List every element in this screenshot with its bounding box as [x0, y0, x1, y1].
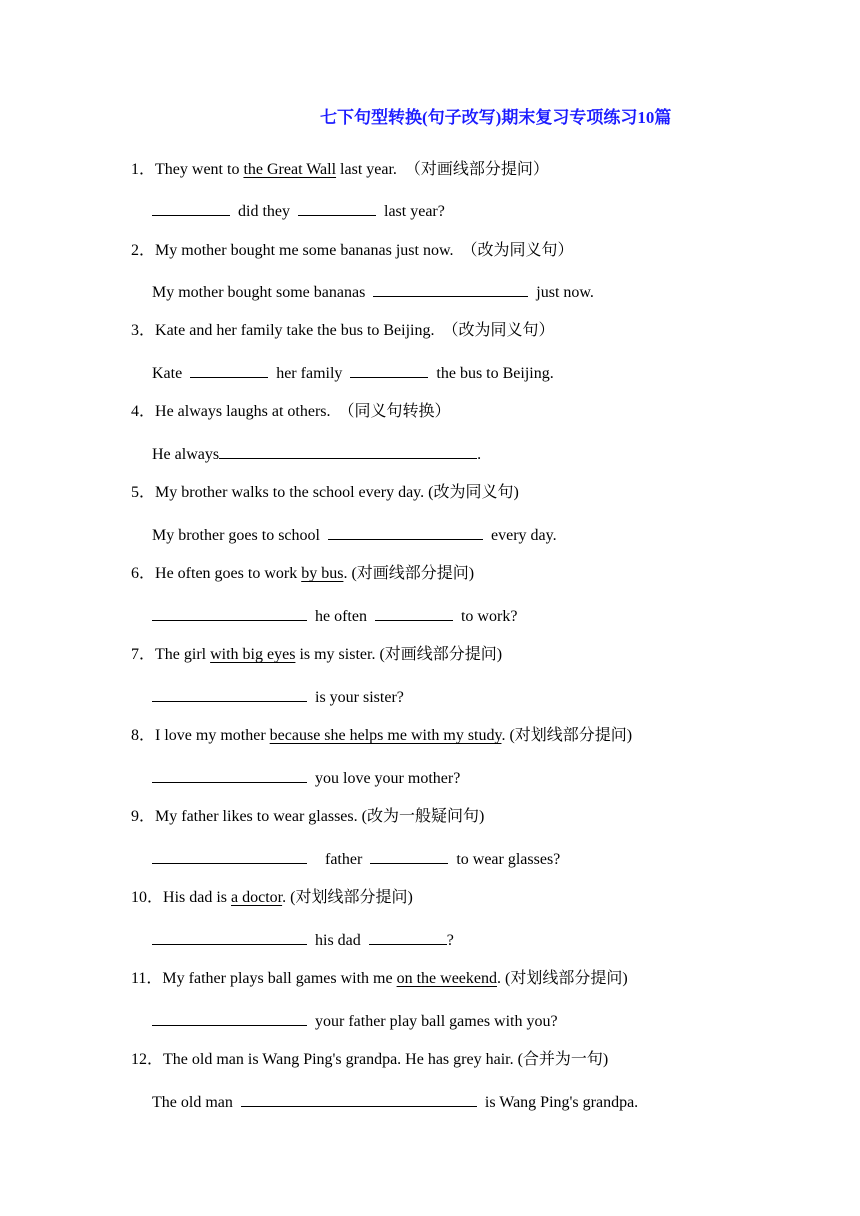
question-5: 5．My brother walks to the school every day. (改为同义句) — [131, 484, 519, 501]
answer-blank[interactable] — [350, 362, 428, 378]
answer-blank[interactable] — [373, 281, 528, 297]
underlined-phrase: because she helps me with my study — [269, 727, 502, 744]
answer-11: your father play ball games with you? — [152, 1010, 558, 1033]
answer-3: Kate her family the bus to Beijing. — [152, 362, 554, 385]
answer-blank[interactable] — [369, 929, 447, 945]
answer-8: you love your mother? — [152, 767, 460, 790]
answer-blank[interactable] — [241, 1091, 477, 1107]
answer-10: his dad ? — [152, 929, 454, 952]
question-number: 5． — [131, 484, 156, 501]
instruction-note: （同义句转换） — [338, 403, 451, 420]
instruction-note: （改为同义句） — [461, 242, 574, 259]
answer-blank[interactable] — [152, 767, 307, 783]
question-4: 4．He always laughs at others. （同义句转换） — [131, 403, 451, 420]
question-6: 6．He often goes to work by bus. (对画线部分提问) — [131, 565, 475, 582]
question-number: 4． — [131, 403, 156, 420]
instruction-note: （改为同义句） — [442, 322, 555, 339]
question-number: 3． — [131, 322, 156, 339]
instruction-note: （对画线部分提问） — [404, 161, 549, 178]
answer-12: The old man is Wang Ping's grandpa. — [152, 1091, 638, 1114]
question-9: 9．My father likes to wear glasses. (改为一般疑问句) — [131, 808, 485, 825]
question-number: 11． — [131, 970, 163, 987]
question-3: 3．Kate and her family take the bus to Beijing. （改为同义句） — [131, 322, 555, 339]
underlined-phrase: by bus — [301, 565, 344, 582]
answer-5: My brother goes to school every day. — [152, 524, 557, 547]
answer-9: father to wear glasses? — [152, 848, 560, 871]
answer-7: is your sister? — [152, 686, 404, 709]
answer-blank[interactable] — [152, 848, 307, 864]
question-number: 8． — [131, 727, 156, 744]
question-number: 6． — [131, 565, 156, 582]
answer-1: did they last year? — [152, 200, 445, 223]
question-7: 7．The girl with big eyes is my sister. (对画线部分提问) — [131, 646, 503, 663]
answer-blank[interactable] — [375, 605, 453, 621]
question-1: 1．They went to the Great Wall last year. （对画线部分提问） — [131, 161, 549, 178]
underlined-phrase: the Great Wall — [243, 161, 337, 178]
question-number: 7． — [131, 646, 156, 663]
answer-blank[interactable] — [328, 524, 483, 540]
question-8: 8．I love my mother because she helps me with my study. (对划线部分提问) — [131, 727, 633, 744]
answer-blank[interactable] — [190, 362, 268, 378]
question-number: 10． — [131, 889, 164, 906]
question-number: 1． — [131, 161, 156, 178]
underlined-phrase: a doctor — [231, 889, 283, 906]
answer-2: My mother bought some bananas just now. — [152, 281, 594, 304]
answer-4: He always . — [152, 443, 481, 466]
answer-blank[interactable] — [298, 200, 376, 216]
underlined-phrase: on the weekend — [396, 970, 497, 987]
question-2: 2．My mother bought me some bananas just now. （改为同义句） — [131, 242, 574, 259]
answer-blank[interactable] — [152, 605, 307, 621]
question-number: 2． — [131, 242, 156, 259]
worksheet-title: 七下句型转换(句子改写)期末复习专项练习10篇 — [320, 108, 672, 127]
answer-blank[interactable] — [152, 686, 307, 702]
answer-blank[interactable] — [152, 200, 230, 216]
question-12: 12．The old man is Wang Ping's grandpa. He has grey hair. (合并为一句) — [131, 1051, 609, 1068]
question-number: 9． — [131, 808, 156, 825]
question-11: 11．My father plays ball games with me on the weekend. (对划线部分提问) — [131, 970, 628, 987]
question-number: 12． — [131, 1051, 164, 1068]
answer-blank[interactable] — [152, 929, 307, 945]
answer-blank[interactable] — [219, 443, 477, 459]
question-10: 10．His dad is a doctor. (对划线部分提问) — [131, 889, 413, 906]
answer-blank[interactable] — [370, 848, 448, 864]
underlined-phrase: with big eyes — [210, 646, 296, 663]
answer-blank[interactable] — [152, 1010, 307, 1026]
answer-6: he often to work? — [152, 605, 517, 628]
